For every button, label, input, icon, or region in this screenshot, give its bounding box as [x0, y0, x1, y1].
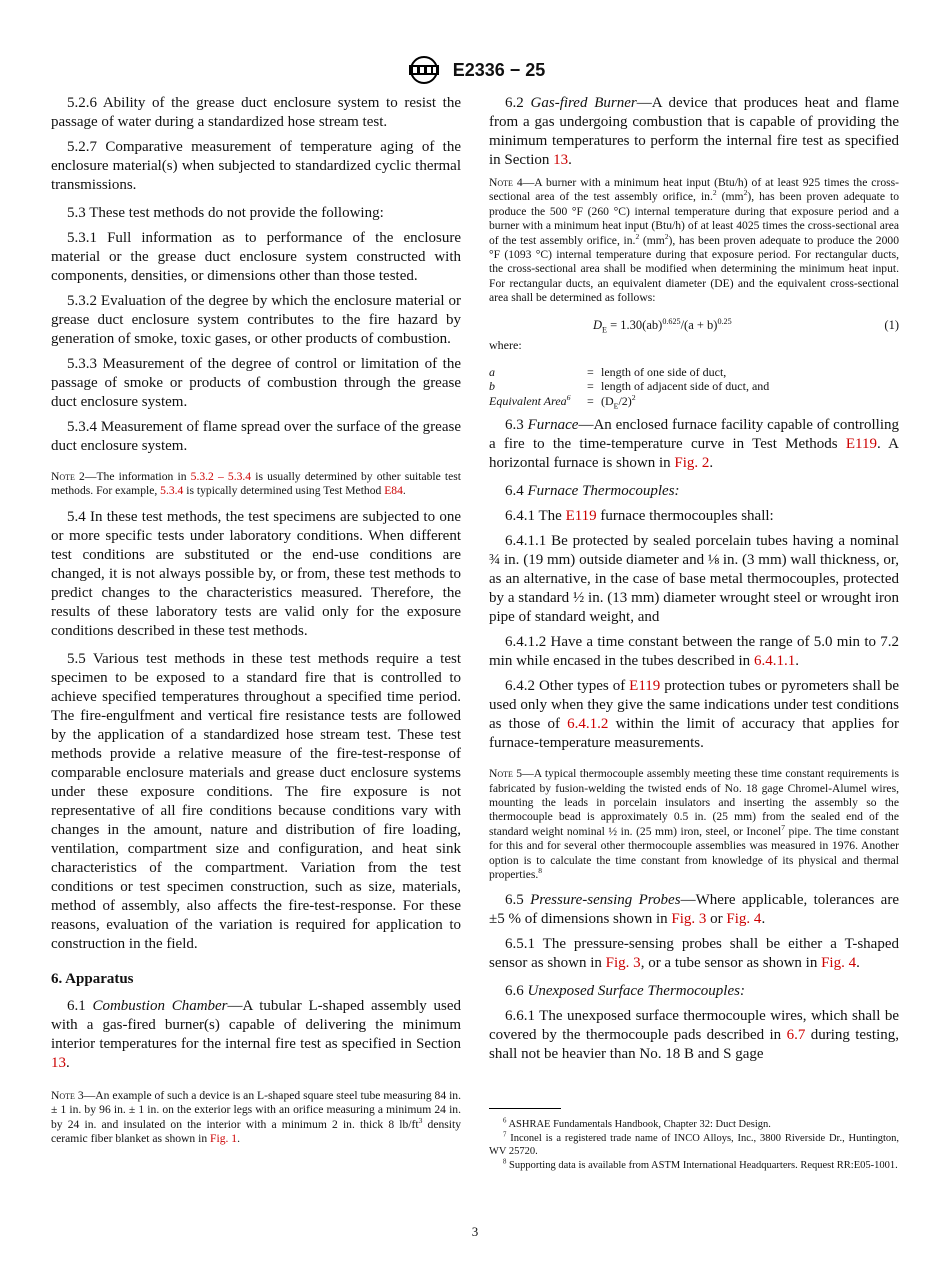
para-6-2: 6.2 Gas-fired Burner—A device that produces heat and flame from a gas undergoing combustion that is capable of providing the minimum temperatures to perform the internal fire test as specified in Section 13.	[489, 95, 899, 168]
link-fig-4[interactable]: Fig. 4	[726, 911, 762, 928]
variable-definitions	[489, 365, 899, 409]
left-column	[51, 94, 461, 1154]
link-fig-4[interactable]: Fig. 4	[821, 955, 857, 972]
note-label: Note 5	[489, 767, 523, 781]
note-3: Note 3—An example of such a device is an L-shaped square steel tube measuring 84 in. ± 1 in. by 96 in. ± 1 in. on the exterior legs with an orifice measuring a minimum 24 in. by 24 in. and insulated on the interior with a minimum 2 in. thick 8 $lb/ft^3$ density ceramic fiber blanket as shown in Fig. 1.	[51, 1088, 462, 1146]
para-6-3: 6.3 Furnace—An enclosed furnace facility capable of controlling a fire to the time-temperature curve in Test Methods E119. A horizontal furnace is shown in Fig. 2.	[489, 417, 900, 472]
para-6-4-1: 6.4.1 The E119 furnace thermocouples shall:	[505, 508, 774, 525]
page-header	[0, 54, 950, 86]
link-e84[interactable]: E84	[384, 484, 403, 498]
link-fig-3[interactable]: Fig. 3	[605, 955, 641, 972]
note-label: Note 2	[51, 470, 85, 483]
section-heading-apparatus: 6. Apparatus	[51, 970, 134, 987]
variable-row: Equivalent Area$^6$ = $(D_E/2)^2$	[489, 392, 636, 411]
para-6-4-1-1: 6.4.1.1 Be protected by sealed porcelain tubes having a nominal ¾ in. (19 mm) outside diameter and ⅛ in. (3 mm) wall thickness, or, as an alternative, in the case of base metal thermocouples, protected by a standard ½ in. (13 mm) diameter wrought steel or wrought iron pipe of standard weight, and	[489, 533, 899, 626]
equation-1	[489, 314, 899, 336]
para-6-6: 6.6 Unexposed Surface Thermocouples:	[505, 983, 745, 1000]
note-2: Note 2—The information in 5.3.2 – 5.3.4 is usually determined by other suitable test methods. For example, 5.3.4 is typically determined using Test Method E84.	[51, 470, 461, 498]
equation-number: (1)	[884, 317, 899, 332]
para-6-5-1: 6.5.1 The pressure-sensing probes shall be either a T-shaped sensor as shown in Fig. 3, or a tube sensor as shown in Fig. 4.	[489, 936, 899, 972]
note-5: Note 5—A typical thermocouple assembly meeting these time constant requirements is fabricated by fusion-welding the twisted ends of No. 18 gage Chromel-Alumel wires, mounting the leads in porcelain insulators and inserting the assembly so the thermocouple bead is approximately 0.5 in. (25 mm) from the sealed end of the standard weight nominal ½ in. (25 mm) iron, steel, or Inconel$^7$ pipe. The time constant for this and for several other thermocouple assemblies was measured in 1976. Another option is to calculate the time constant from knowledge of its physical and thermal properties.$^8$	[489, 767, 899, 881]
link-6-4-1-1[interactable]: 6.4.1.1	[753, 653, 796, 670]
para-6-4-2: 6.4.2 Other types of E119 protection tubes or pyrometers shall be used only when they give the same indications under test conditions as those of 6.4.1.2 within the limit of accuracy that applies for furnace-temperature measurements.	[489, 678, 900, 752]
link-section-13[interactable]: 13	[51, 1054, 66, 1071]
variable-row: a = length of one side of duct,	[489, 364, 727, 379]
link-e119[interactable]: E119	[845, 436, 877, 453]
equation-formula: $D_E = 1.30(ab)^{0.625}/(a + b)^{0.25}$	[593, 316, 732, 335]
link-5-3-2-5-3-4[interactable]: 5.3.2 – 5.3.4	[190, 470, 252, 483]
link-5-3-4[interactable]: 5.3.4	[160, 484, 184, 498]
para-5-3-2: 5.3.2 Evaluation of the degree by which the enclosure material or grease duct enclosure system contributes to the fire hazard by generation of smoke, toxic gases, or other products of combustion.	[51, 293, 461, 347]
footnotes	[489, 1118, 899, 1173]
where-label: where:	[489, 337, 522, 352]
footnote-8: $^8$ Supporting data is available from ASTM International Headquarters. Request RR:E05-1001.	[503, 1158, 898, 1171]
para-5-2-6: 5.2.6 Ability of the grease duct enclosure system to resist the passage of water during a standardized hose stream test.	[51, 95, 461, 130]
note-label: Note 4	[489, 176, 523, 189]
para-5-2-7: 5.2.7 Comparative measurement of temperature aging of the enclosure material(s) when subjected to standardized cyclic thermal transmissions.	[51, 139, 461, 193]
para-5-3: 5.3 These test methods do not provide the following:	[67, 205, 384, 221]
para-5-4: 5.4 In these test methods, the test specimens are subjected to one or more specific tests under laboratory conditions. When different test conditions are substituted or the end-use conditions are changed, it is not always possible by, or from, these test methods to predict changes to the characteristics measured. Therefore, the results of these laboratory tests are valid only for the exposure conditions described in these test methods.	[51, 508, 461, 639]
page-number: 3	[471, 1224, 479, 1239]
link-6-7[interactable]: 6.7	[786, 1027, 806, 1044]
footnote-divider	[489, 1108, 561, 1109]
para-6-6-1: 6.6.1 The unexposed surface thermocouple wires, which shall be covered by the thermocouple pads described in 6.7 during testing, shall not be heavier than No. 18 B and S gage	[489, 1008, 899, 1063]
link-fig-3[interactable]: Fig. 3	[671, 911, 707, 928]
para-6-4: 6.4 Furnace Thermocouples:	[505, 483, 680, 500]
document-designation: E2336 − 25	[452, 59, 546, 80]
link-e119[interactable]: E119	[629, 678, 661, 695]
link-6-4-1-2[interactable]: 6.4.1.2	[567, 716, 609, 733]
para-6-1: 6.1 Combustion Chamber—A tubular L-shaped assembly used with a gas-fired burner(s) capable of delivering the minimum interior temperatures for the internal fire test as specified in Section 13.	[51, 997, 462, 1071]
link-fig-2[interactable]: Fig. 2	[674, 455, 710, 472]
para-6-5: 6.5 Pressure-sensing Probes—Where applicable, tolerances are ±5 % of dimensions shown in Fig. 3 or Fig. 4.	[489, 892, 899, 928]
para-6-4-1-2: 6.4.1.2 Have a time constant between the range of 5.0 min to 7.2 min while encased in the tubes described in 6.4.1.1.	[489, 634, 899, 670]
para-5-3-4: 5.3.4 Measurement of flame spread over the surface of the grease duct enclosure system.	[51, 419, 461, 454]
footnote-7: $^7$ Inconel is a registered trade name of INCO Alloys, Inc., 3800 Riverside Dr., Huntington, WV 25720.	[489, 1131, 899, 1157]
astm-logo-icon	[405, 54, 443, 86]
right-column	[489, 94, 899, 1070]
note-4: Note 4—A burner with a minimum heat input (Btu/h) of at least 925 times the cross-sectional area of the test assembly orifice, in.$^2$ $(mm^2)$, has been proven adequate to produce the 500 °F (260 °C) internal temperature during that exposure period and a burner with a minimum heat input (Btu/h) of at least 4025 times the cross-sectional area of the test assembly orifice, in.$^2$ $(mm^2)$, has been proven adequate to produce the 2000 °F (1093 °C) internal temperature during that exposure period. For rectangular ducts, the cross-sectional area shall be modified when determining the minimum heat input. For rectangular ducts, an equivalent diameter (DE) and the equivalent cross-sectional area shall be determined as follows:	[489, 176, 900, 305]
link-e119[interactable]: E119	[565, 508, 597, 525]
footnote-6: $^6$ ASHRAE Fundamentals Handbook, Chapter 32: Duct Design.	[503, 1117, 771, 1130]
para-5-5: 5.5 Various test methods in these test methods require a test specimen to be exposed to a standard fire that is controlled to achieve specified temperatures throughout a specified time period. The fire-engulfment and vertical fire resistance tests are followed by the application of a standardized hose stream test. These test methods provide a relative measure of the fire-test-response of comparable enclosure materials and grease duct enclosure systems under these exposure conditions. The fire exposure is not representative of all fire conditions because conditions vary with changes in the amount, nature and distribution of fire loading, ventilation, compartment size and configuration, and heat sink characteristics of the compartment. Variation from the test conditions or test specimen construction, such as size, materials, method of assembly, also affects the fire-test-response. For these reasons, evaluation of the variation is required for application to construction in the field.	[51, 650, 461, 952]
link-section-13[interactable]: 13	[553, 152, 569, 168]
note-label: Note 3	[51, 1088, 84, 1102]
link-fig-1[interactable]: Fig. 1	[210, 1132, 238, 1146]
para-5-3-1: 5.3.1 Full information as to performance of the enclosure material or the grease duct enclosure system constructed with components, densities, or dimensions other than those tested.	[51, 230, 461, 284]
variable-row: b = length of adjacent side of duct, and	[489, 379, 770, 394]
para-5-3-3: 5.3.3 Measurement of the degree of control or limitation of the passage of smoke or products of combustion through the grease duct enclosure system.	[51, 356, 461, 410]
